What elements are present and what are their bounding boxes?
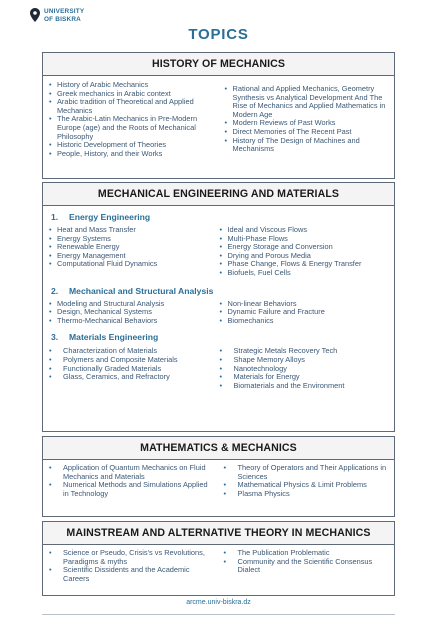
footer-divider xyxy=(42,609,395,615)
list-item: • Renewable Energy xyxy=(47,243,218,252)
list-item: • Drying and Porous Media xyxy=(218,252,389,261)
list-item: • History of Arabic Mechanics xyxy=(47,81,213,90)
list-item: • Biofuels, Fuel Cells xyxy=(218,269,389,278)
section-engineering xyxy=(42,182,395,432)
list-item: • Biomaterials and the Environment xyxy=(218,382,389,391)
list-item: • Scientific Dissidents and the Academic Careers xyxy=(47,566,214,583)
subsection-number: 3. xyxy=(51,332,59,343)
logo-line-1: UNIVERSITY xyxy=(44,8,85,15)
subsection-number: 2. xyxy=(51,285,59,296)
list-item: • Numerical Methods and Simulations Applied in Technology xyxy=(47,481,214,498)
list-item: • Application of Quantum Mechanics on Fluid Mechanics and Materials xyxy=(47,464,214,481)
section-theory xyxy=(42,521,395,596)
list-item: • People, History, and their Works xyxy=(47,150,213,159)
section-math-title: MATHEMATICS & MECHANICS xyxy=(43,437,394,460)
energy-list-left xyxy=(47,226,218,278)
list-item: • Strategic Metals Recovery Tech xyxy=(218,347,389,356)
subsection-number: 1. xyxy=(51,212,59,222)
list-item: • Nanotechnology xyxy=(218,365,389,374)
theory-list-right xyxy=(222,549,389,583)
list-item: • Dynamic Failure and Fracture xyxy=(218,308,389,317)
structural-list-left xyxy=(47,300,218,326)
subsection-materials-heading xyxy=(47,330,388,344)
section-history-title: HISTORY OF MECHANICS xyxy=(43,53,394,76)
energy-list-right xyxy=(218,226,389,278)
list-item: • The Arabic-Latin Mechanics in Pre-Modern Europe (age) and the Roots of Mechanical Philosophy xyxy=(47,115,213,141)
list-item: • Rational and Applied Mechanics, Geometry Synthesis vs Analytical Development And The Rise of Mechanics and Applied Mathematics in Modern Age xyxy=(223,85,389,119)
list-item: • Polymers and Composite Materials xyxy=(47,356,218,365)
list-item: • Arabic tradition of Theoretical and Applied Mechanics xyxy=(47,98,213,115)
list-item: • Theory of Operators and Their Applications in Sciences xyxy=(222,464,389,481)
subsection-title: Energy Engineering xyxy=(69,212,151,222)
footer-url[interactable]: arcme.univ-biskra.dz xyxy=(186,599,251,606)
math-list-right xyxy=(222,464,389,498)
history-list-left xyxy=(47,81,223,158)
list-item: • History of The Design of Machines and Mechanisms xyxy=(223,137,389,154)
list-item: • Biomechanics xyxy=(218,317,389,326)
subsection-title: Mechanical and Structural Analysis xyxy=(69,285,214,296)
list-item: • Computational Fluid Dynamics xyxy=(47,260,218,269)
location-pin-icon xyxy=(30,8,40,22)
list-item: • The Publication Problematic xyxy=(222,549,389,558)
list-item: • Greek mechanics in Arabic context xyxy=(47,90,213,99)
list-item: • Heat and Mass Transfer xyxy=(47,226,218,235)
list-item: • Non-linear Behaviors xyxy=(218,300,389,309)
math-list-left xyxy=(47,464,222,498)
section-engineering-title: MECHANICAL ENGINEERING AND MATERIALS xyxy=(43,183,394,206)
subsection-structural-heading xyxy=(47,284,388,298)
list-item: • Science or Pseudo, Crisis's vs Revolutions, Paradigms & myths xyxy=(47,549,214,566)
subsection-title: Materials Engineering xyxy=(69,332,159,343)
logo-line-2: OF BISKRA xyxy=(44,15,81,23)
list-item: • Energy Systems xyxy=(47,235,218,244)
list-item: • Multi-Phase Flows xyxy=(218,235,389,244)
list-item: • Glass, Ceramics, and Refractory xyxy=(47,373,218,382)
list-item: • Community and the Scientific Consensus Dialect xyxy=(222,558,389,575)
list-item: • Materials for Energy xyxy=(218,373,389,382)
list-item: • Historic Development of Theories xyxy=(47,141,213,150)
materials-list-left xyxy=(47,347,218,390)
list-item: • Direct Memories of The Recent Past xyxy=(223,128,389,137)
list-item: • Thermo-Mechanical Behaviors xyxy=(47,317,218,326)
page-title: TOPICS xyxy=(188,26,249,43)
list-item: • Shape Memory Alloys xyxy=(218,356,389,365)
materials-list-right xyxy=(218,347,389,390)
list-item: • Ideal and Viscous Flows xyxy=(218,226,389,235)
list-item: • Energy Storage and Conversion xyxy=(218,243,389,252)
theory-list-left xyxy=(47,549,222,583)
list-item: • Modern Reviews of Past Works xyxy=(223,119,389,128)
section-math xyxy=(42,436,395,517)
subsection-energy-heading xyxy=(47,210,388,224)
list-item: • Plasma Physics xyxy=(222,490,389,499)
list-item: • Design, Mechanical Systems xyxy=(47,308,218,317)
section-theory-title: MAINSTREAM AND ALTERNATIVE THEORY IN MECHANICS xyxy=(43,522,394,545)
list-item: • Energy Management xyxy=(47,252,218,261)
structural-list-right xyxy=(218,300,389,326)
list-item: • Phase Change, Flows & Energy Transfer xyxy=(218,260,389,269)
list-item: • Functionally Graded Materials xyxy=(47,365,218,374)
list-item: • Mathematical Physics & Limit Problems xyxy=(222,481,389,490)
history-list-right xyxy=(223,81,389,158)
university-logo xyxy=(30,8,84,23)
list-item: • Characterization of Materials xyxy=(47,347,218,356)
section-history xyxy=(42,52,395,179)
list-item: • Modeling and Structural Analysis xyxy=(47,300,218,309)
